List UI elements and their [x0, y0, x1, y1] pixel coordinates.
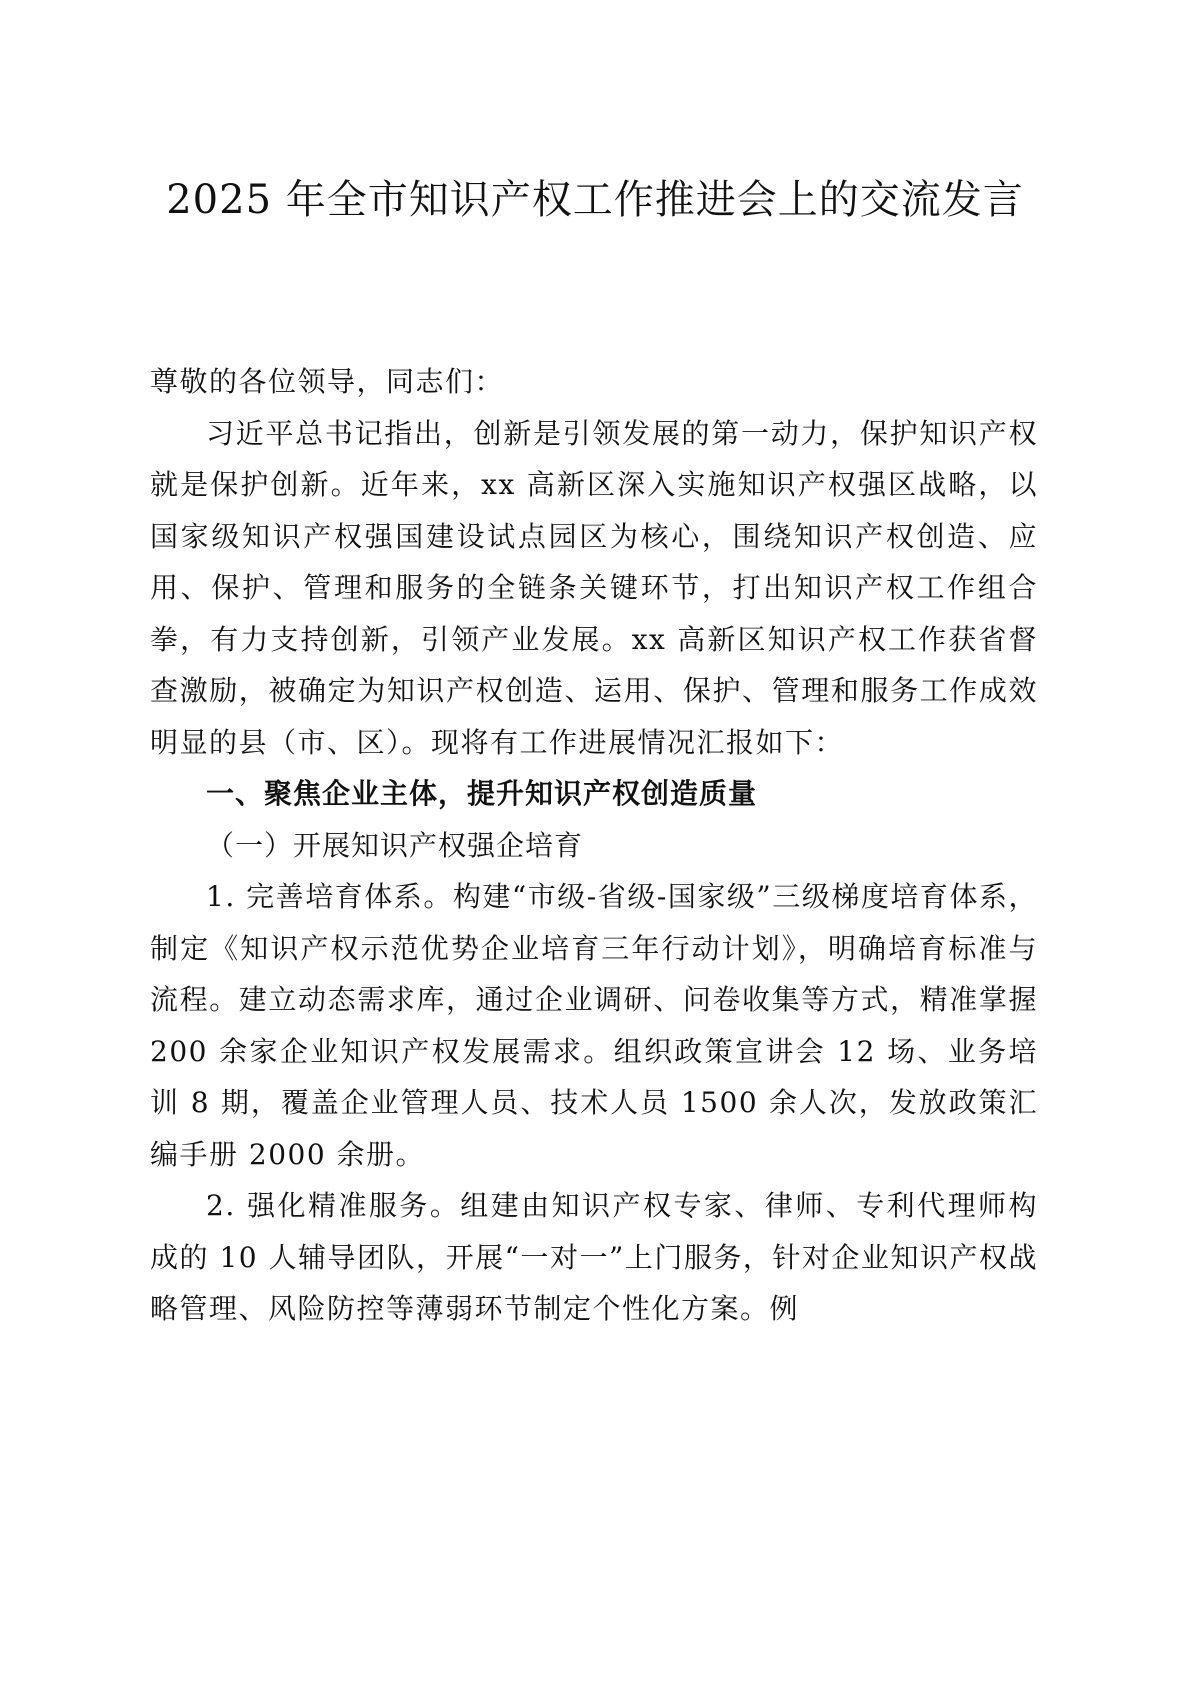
intro-paragraph: 习近平总书记指出，创新是引领发展的第一动力，保护知识产权就是保护创新。近年来，xx 高新区深入实施知识产权强区战略，以国家级知识产权强国建设试点园区为核心，围绕知识产权创造、应用、保护、管理和服务的全链条关键环节，打出知识产权工作组合拳，有力支持创新，引领产业发展。xx 高新区知识产权工作获省督查激励，被确定为知识产权创造、运用、保护、管理和服务工作成效明显的县（市、区）。现将有工作进展情况汇报如下：	[150, 416, 1038, 759]
document-title: 2025 年全市知识产权工作推进会上的交流发言	[166, 177, 1024, 223]
subsection-heading: （一）开展知识产权强企培育	[206, 828, 584, 862]
salutation: 尊敬的各位领导，同志们：	[150, 365, 505, 398]
document-body	[150, 356, 1038, 1335]
section-heading: 一、聚焦企业主体，提升知识产权创造质量	[206, 777, 758, 810]
item-paragraph-2: 2. 强化精准服务。组建由知识产权专家、律师、专利代理师构成的 10 人辅导团队，开展“一对一”上门服务，针对企业知识产权战略管理、风险防控等薄弱环节制定个性化方案。例	[150, 1189, 1038, 1325]
item-paragraph-1: 1. 完善培育体系。构建“市级-省级-国家级”三级梯度培育体系，制定《知识产权示范优势企业培育三年行动计划》，明确培育标准与流程。建立动态需求库，通过企业调研、问卷收集等方式，精准掌握 200 余家企业知识产权发展需求。组织政策宣讲会 12 场、业务培训 8 期，覆盖企业管理人员、技术人员 1500 余人次，发放政策汇编手册 2000 余册。	[150, 880, 1038, 1171]
